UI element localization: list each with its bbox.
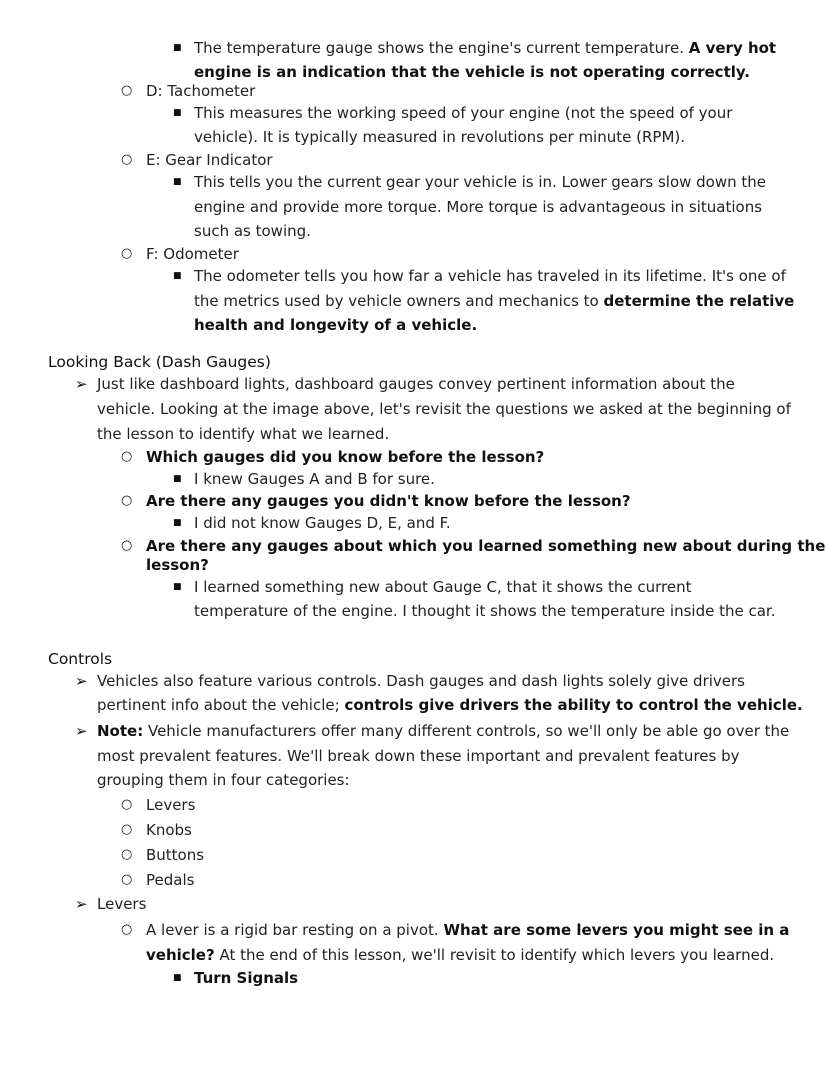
category-knobs: Knobs — [146, 821, 192, 839]
category-levers: Levers — [146, 796, 196, 814]
circle-bullet: ○ — [121, 847, 133, 862]
square-bullet: ■ — [173, 271, 182, 281]
odometer-label: F: Odometer — [146, 245, 239, 263]
gear-detail-2: engine and provide more torque. More torque is advantageous in situations — [194, 198, 763, 216]
category-buttons: Buttons — [146, 846, 205, 864]
gear-detail-3: such as towing. — [194, 222, 311, 240]
arrow-bullet: ➢ — [75, 722, 88, 740]
controls-note-line-2: most prevalent features. We'll break down these important and prevalent features by — [97, 747, 740, 765]
square-bullet: ■ — [173, 518, 182, 528]
square-bullet: ■ — [173, 43, 182, 53]
odometer-detail-3: health and longevity of a vehicle. — [194, 316, 478, 334]
circle-bullet: ○ — [121, 872, 133, 887]
square-bullet: ■ — [173, 108, 182, 118]
levers-example-turn-signals: Turn Signals — [194, 969, 299, 987]
controls-note-line-1: Note: Vehicle manufacturers offer many different controls, so we'll only be able go over the — [97, 722, 790, 740]
category-pedals: Pedals — [146, 871, 195, 889]
question-2: Are there any gauges you didn't know before the lesson? — [146, 492, 631, 510]
controls-heading: Controls — [48, 650, 113, 668]
circle-bullet: ○ — [121, 449, 133, 464]
answer-3-line-1: I learned something new about Gauge C, that it shows the current — [194, 578, 692, 596]
looking-back-intro-3: the lesson to identify what we learned. — [97, 425, 390, 443]
answer-3-line-2: temperature of the engine. I thought it shows the temperature inside the car. — [194, 602, 776, 620]
looking-back-heading: Looking Back (Dash Gauges) — [48, 353, 271, 371]
circle-bullet: ○ — [121, 246, 133, 261]
arrow-bullet: ➢ — [75, 672, 88, 690]
answer-1: I knew Gauges A and B for sure. — [194, 470, 435, 488]
tachometer-detail-2: vehicle). It is typically measured in revolutions per minute (RPM). — [194, 128, 686, 146]
circle-bullet: ○ — [121, 797, 133, 812]
arrow-bullet: ➢ — [75, 895, 88, 913]
circle-bullet: ○ — [121, 538, 133, 553]
tachometer-detail-1: This measures the working speed of your engine (not the speed of your — [194, 104, 733, 122]
controls-p1-line-1: Vehicles also feature various controls. Dash gauges and dash lights solely give drivers — [97, 672, 745, 690]
gear-label: E: Gear Indicator — [146, 151, 273, 169]
levers-line-1: A lever is a rigid bar resting on a pivot. What are some levers you might see in a — [146, 921, 790, 939]
temp-detail-line-2: engine is an indication that the vehicle is not operating correctly. — [194, 63, 750, 81]
square-bullet: ■ — [173, 177, 182, 187]
square-bullet: ■ — [173, 474, 182, 484]
levers-label: Levers — [97, 895, 147, 913]
circle-bullet: ○ — [121, 152, 133, 167]
odometer-detail-1: The odometer tells you how far a vehicle has traveled in its lifetime. It's one of — [194, 267, 786, 285]
circle-bullet: ○ — [121, 83, 133, 98]
answer-2: I did not know Gauges D, E, and F. — [194, 514, 451, 532]
question-3-line-1: Are there any gauges about which you learned something new about during the — [146, 537, 826, 555]
levers-line-2: vehicle? At the end of this lesson, we'll revisit to identify which levers you learned. — [146, 946, 775, 964]
odometer-detail-2: the metrics used by vehicle owners and mechanics to determine the relative — [194, 292, 795, 310]
square-bullet: ■ — [173, 973, 182, 983]
controls-note-line-3: grouping them in four categories: — [97, 771, 350, 789]
question-3-line-2: lesson? — [146, 556, 209, 574]
looking-back-intro-1: Just like dashboard lights, dashboard gauges convey pertinent information about the — [97, 375, 735, 393]
arrow-bullet: ➢ — [75, 375, 88, 393]
tachometer-label: D: Tachometer — [146, 82, 256, 100]
controls-p1-line-2: pertinent info about the vehicle; controls give drivers the ability to control the vehicle. — [97, 696, 803, 714]
circle-bullet: ○ — [121, 493, 133, 508]
temp-detail-line-1: The temperature gauge shows the engine's current temperature. A very hot — [194, 39, 777, 57]
question-1: Which gauges did you know before the lesson? — [146, 448, 545, 466]
square-bullet: ■ — [173, 582, 182, 592]
gear-detail-1: This tells you the current gear your vehicle is in. Lower gears slow down the — [194, 173, 767, 191]
circle-bullet: ○ — [121, 922, 133, 937]
circle-bullet: ○ — [121, 822, 133, 837]
looking-back-intro-2: vehicle. Looking at the image above, let's revisit the questions we asked at the beginning of — [97, 400, 791, 418]
